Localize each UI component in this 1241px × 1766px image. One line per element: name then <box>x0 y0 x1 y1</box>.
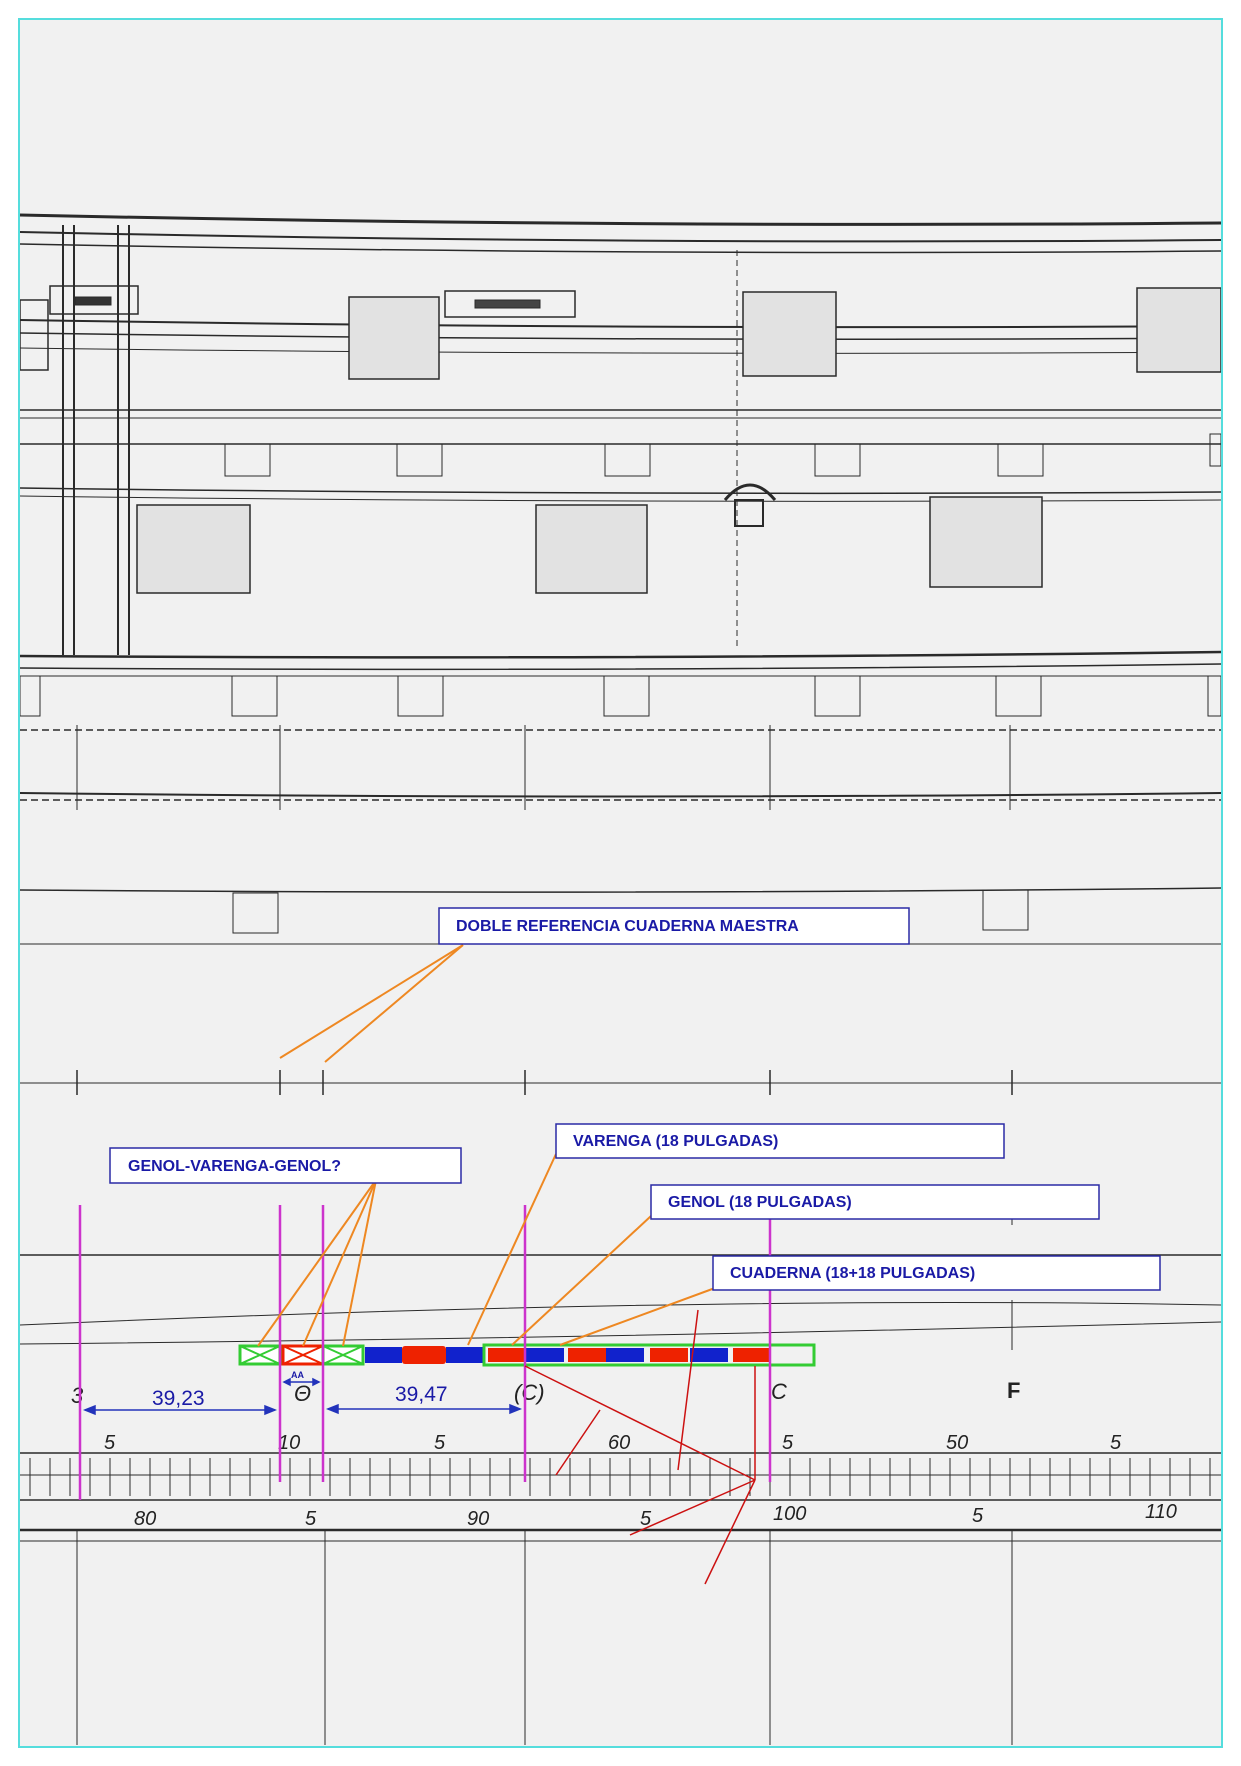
callout-cuaderna-text: CUADERNA (18+18 PULGADAS) <box>730 1265 976 1282</box>
genol-block <box>526 1348 564 1362</box>
callout-doble-referencia-text: DOBLE REFERENCIA CUADERNA MAESTRA <box>456 918 799 935</box>
varenga-block <box>733 1348 771 1362</box>
scale-lower-label: 110 <box>1145 1501 1177 1523</box>
varenga-block <box>488 1348 526 1362</box>
dimension-small: AA <box>291 1370 304 1380</box>
frame-letter-theta: Θ <box>294 1381 312 1406</box>
scale-lower-label: 90 <box>467 1508 490 1530</box>
frame-letter-f: F <box>1007 1378 1021 1403</box>
scale-upper-label: 10 <box>278 1432 301 1454</box>
genol-block <box>690 1348 728 1362</box>
dimension-left: 39,23 <box>152 1387 205 1410</box>
varenga-block <box>568 1348 606 1362</box>
scale-upper-label: 5 <box>104 1432 116 1454</box>
frame-letter-3: 3 <box>71 1383 84 1408</box>
genol-block <box>446 1347 484 1363</box>
callout-varenga-text: VARENGA (18 PULGADAS) <box>573 1133 779 1150</box>
frame-bar <box>240 1345 814 1365</box>
varenga-block <box>650 1348 688 1362</box>
scale-upper-label: 5 <box>782 1432 794 1454</box>
scale-upper-label: 60 <box>608 1432 631 1454</box>
callout-genol <box>651 1185 1099 1219</box>
scale-upper-label: 50 <box>946 1432 969 1454</box>
frame-letter-c-paren: (C) <box>514 1380 545 1405</box>
callout-genol-text: GENOL (18 PULGADAS) <box>668 1194 852 1211</box>
scale-lower-label: 100 <box>773 1503 807 1525</box>
paper-area <box>20 20 1221 1746</box>
callout-varenga <box>556 1124 1004 1158</box>
scale-upper-label: 5 <box>434 1432 446 1454</box>
callout-cuaderna <box>713 1256 1160 1290</box>
callout-genol-varenga-genol-text: GENOL-VARENGA-GENOL? <box>128 1158 342 1175</box>
genol-block <box>606 1348 644 1362</box>
genol-block <box>365 1347 402 1363</box>
callout-doble-referencia <box>439 908 909 944</box>
frame-letter-c: C <box>771 1379 787 1404</box>
varenga-block <box>402 1346 446 1364</box>
scale-lower-label: 80 <box>134 1508 157 1530</box>
dimension-right: 39,47 <box>395 1383 448 1406</box>
scale-lower-label: 5 <box>972 1505 984 1527</box>
scale-lower-label: 5 <box>305 1508 317 1530</box>
callout-genol-varenga-genol <box>110 1148 461 1183</box>
scale-lower-label: 5 <box>640 1508 652 1530</box>
scale-upper-label: 5 <box>1110 1432 1122 1454</box>
